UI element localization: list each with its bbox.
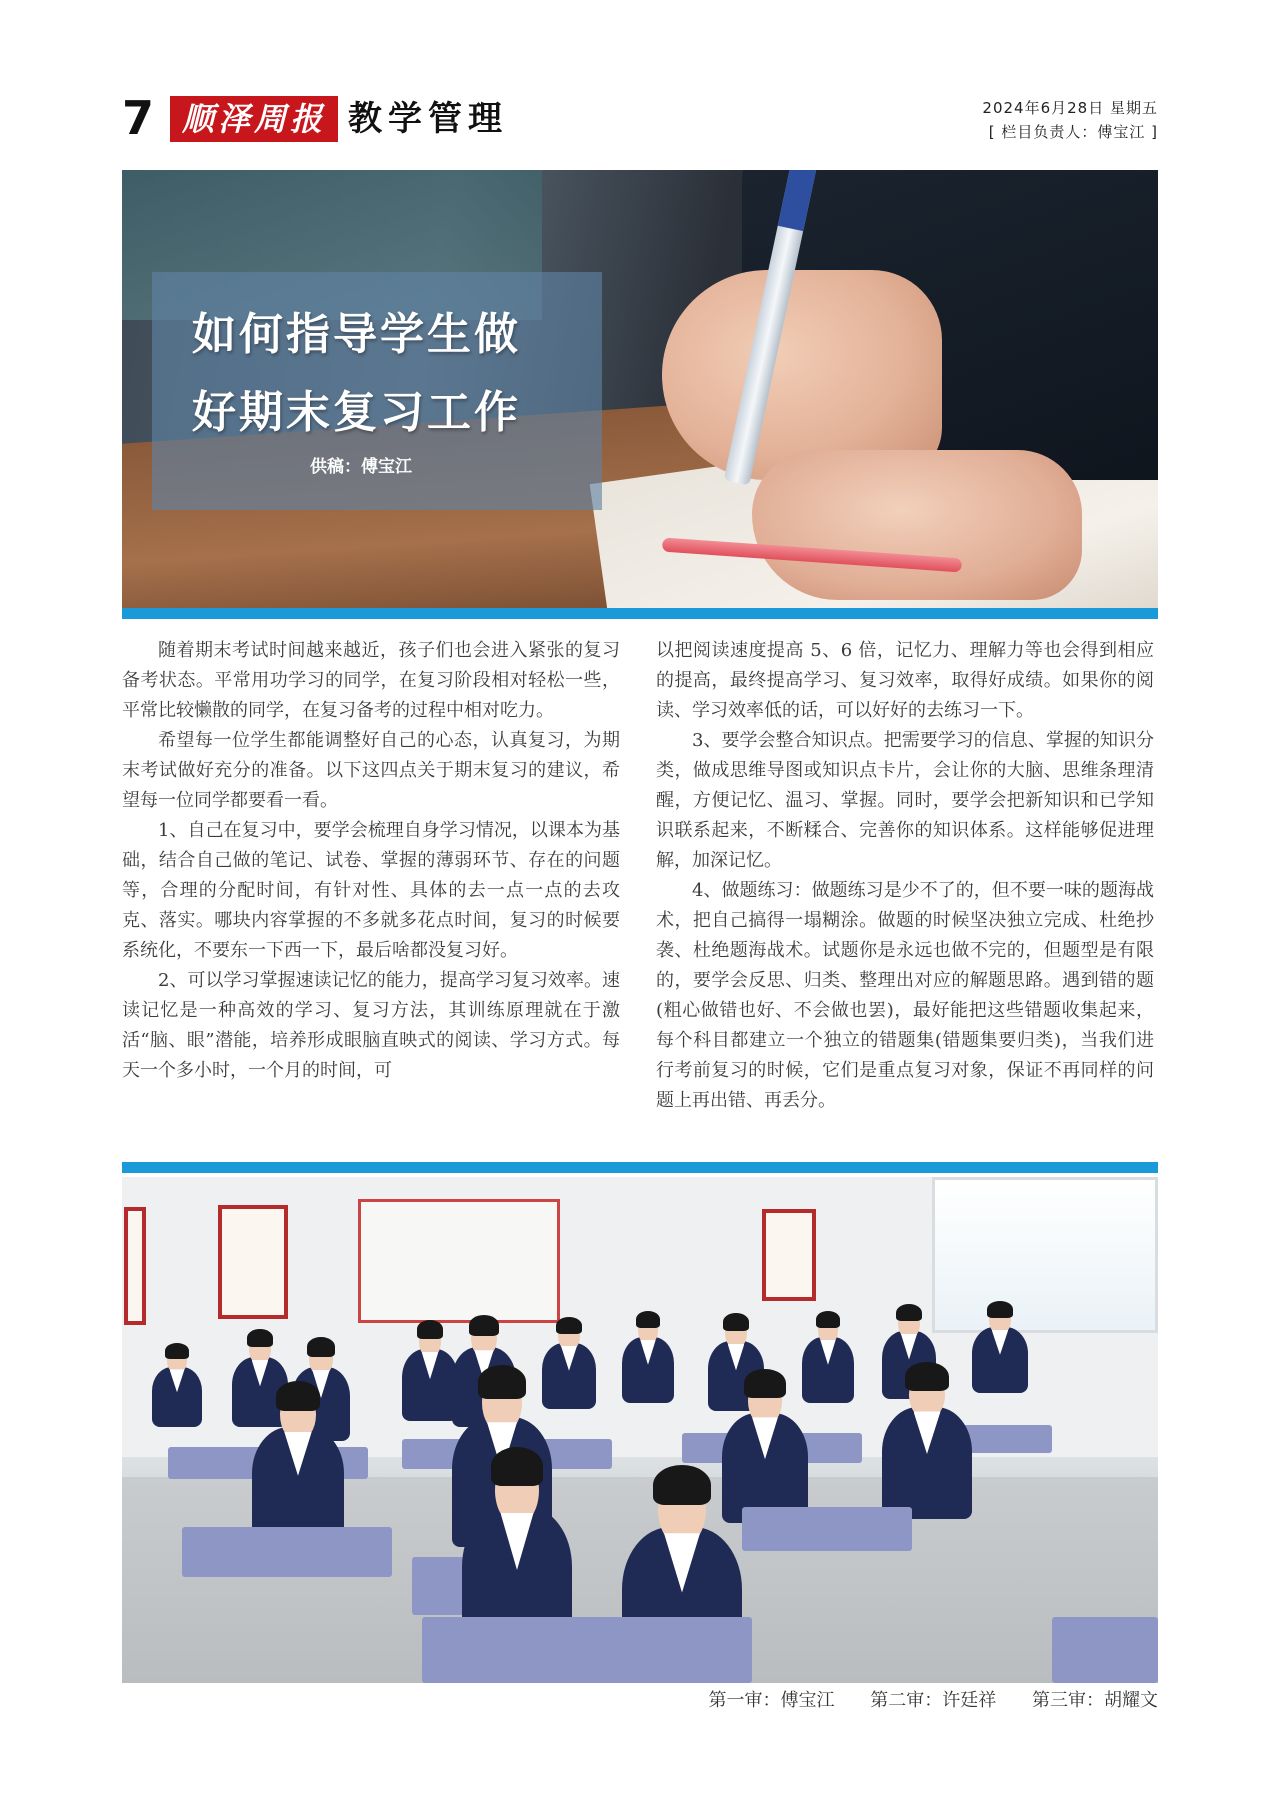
paragraph: 2、可以学习掌握速读记忆的能力，提高学习复习效率。速读记忆是一种高效的学习、复习方法，其训练原理就在于激活“脑、眼”潜能，培养形成眼脑直映式的阅读、学习方式。每天一个多小时，一个月的时间，可 xyxy=(122,970,620,1081)
review-credits xyxy=(679,1686,1158,1716)
article-title xyxy=(192,296,592,452)
page-number: 7 xyxy=(122,91,155,145)
paragraph: 1、自己在复习中，要学会梳理自身学习情况，以课本为基础，结合自己做的笔记、试卷、掌握的薄弱环节、存在的问题等，合理的分配时间，有针对性、具体的去一点一点的去攻克、落实。哪块内容掌握的不多就多花点时间，复习的时候要系统化，不要东一下西一下，最后啥都没复习好。 xyxy=(122,820,620,961)
student-figure xyxy=(252,1427,344,1543)
desk-row xyxy=(182,1527,392,1577)
classroom-photo xyxy=(122,1177,1158,1683)
student-figure xyxy=(802,1337,854,1403)
paragraph: 随着期末考试时间越来越近，孩子们也会进入紧张的复习备考状态。平常用功学习的同学，在复习阶段相对轻松一些，平常比较懒散的同学，在复习备考的过程中相对吃力。 xyxy=(122,640,620,721)
page-header xyxy=(122,92,1158,148)
paragraph: 希望每一位学生都能调整好自己的心态，认真复习，为期末考试做好充分的准备。以下这四点关于期末复习的建议，希望每一位同学都要看一看。 xyxy=(122,730,620,811)
wall-poster xyxy=(124,1207,146,1325)
review-first: 第一审：傅宝江 xyxy=(708,1690,835,1711)
student-figure xyxy=(972,1327,1028,1393)
classroom-window xyxy=(932,1177,1158,1333)
wall-board xyxy=(358,1199,560,1323)
issue-info xyxy=(982,96,1158,144)
paragraph: 3、要学会整合知识点。把需要学习的信息、掌握的知识分类，做成思维导图或知识点卡片，会让你的大脑、思维条理清醒，方便记忆、温习、掌握。同时，要学会把新知识和已学知识联系起来，不断糅合、完善你的知识体系。这样能够促进理解，加深记忆。 xyxy=(656,730,1154,871)
hero-hand-lower xyxy=(752,450,1082,600)
column-editor: [ 栏目负责人：傅宝江 ] xyxy=(988,123,1158,141)
wall-poster xyxy=(218,1205,288,1319)
wall-poster xyxy=(762,1209,816,1301)
desk-row xyxy=(422,1617,752,1683)
article-title-line1: 如何指导学生做 xyxy=(192,309,521,360)
divider-bar-top xyxy=(122,608,1158,619)
hero-hand xyxy=(662,270,942,480)
section-title: 教学管理 xyxy=(348,99,508,139)
review-third: 第三审：胡耀文 xyxy=(1032,1690,1158,1711)
student-figure xyxy=(402,1349,458,1421)
desk-row xyxy=(742,1507,912,1551)
masthead-logo: 顺泽周报 xyxy=(170,96,338,142)
desk-row xyxy=(1052,1617,1158,1683)
hero-title-box xyxy=(152,272,602,510)
article-body xyxy=(122,636,1158,1150)
divider-bar-bottom xyxy=(122,1162,1158,1173)
issue-date: 2024年6月28日 星期五 xyxy=(982,99,1158,117)
article-title-line2: 好期末复习工作 xyxy=(192,387,521,438)
paragraph: 以把阅读速度提高 5、6 倍，记忆力、理解力等也会得到相应的提高，最终提高学习、复习效率，取得好成绩。如果你的阅读、学习效率低的话，可以好好的去练习一下。 xyxy=(656,640,1154,721)
article-byline: 供稿：傅宝江 xyxy=(310,457,412,477)
article-column-right xyxy=(656,636,1154,1116)
student-figure xyxy=(542,1343,596,1409)
review-second: 第二审：许廷祥 xyxy=(870,1690,997,1711)
paragraph: 4、做题练习：做题练习是少不了的，但不要一味的题海战术，把自己搞得一塌糊涂。做题的时候坚决独立完成、杜绝抄袭、杜绝题海战术。试题你是永远也做不完的，但题型是有限的，要学会反思、归类、整理出对应的解题思路。遇到错的题(粗心做错也好、不会做也罢)，最好能把这些错题收集起来，每个科目都建立一个独立的错题集(错题集要归类)，当我们进行考前复习的时候，它们是重点复习对象，保证不再同样的问题上再出错、再丢分。 xyxy=(656,880,1154,1111)
student-figure xyxy=(622,1337,674,1403)
hero-image xyxy=(122,170,1158,608)
student-figure xyxy=(882,1407,972,1519)
student-figure xyxy=(152,1367,202,1427)
article-column-left xyxy=(122,636,620,1086)
